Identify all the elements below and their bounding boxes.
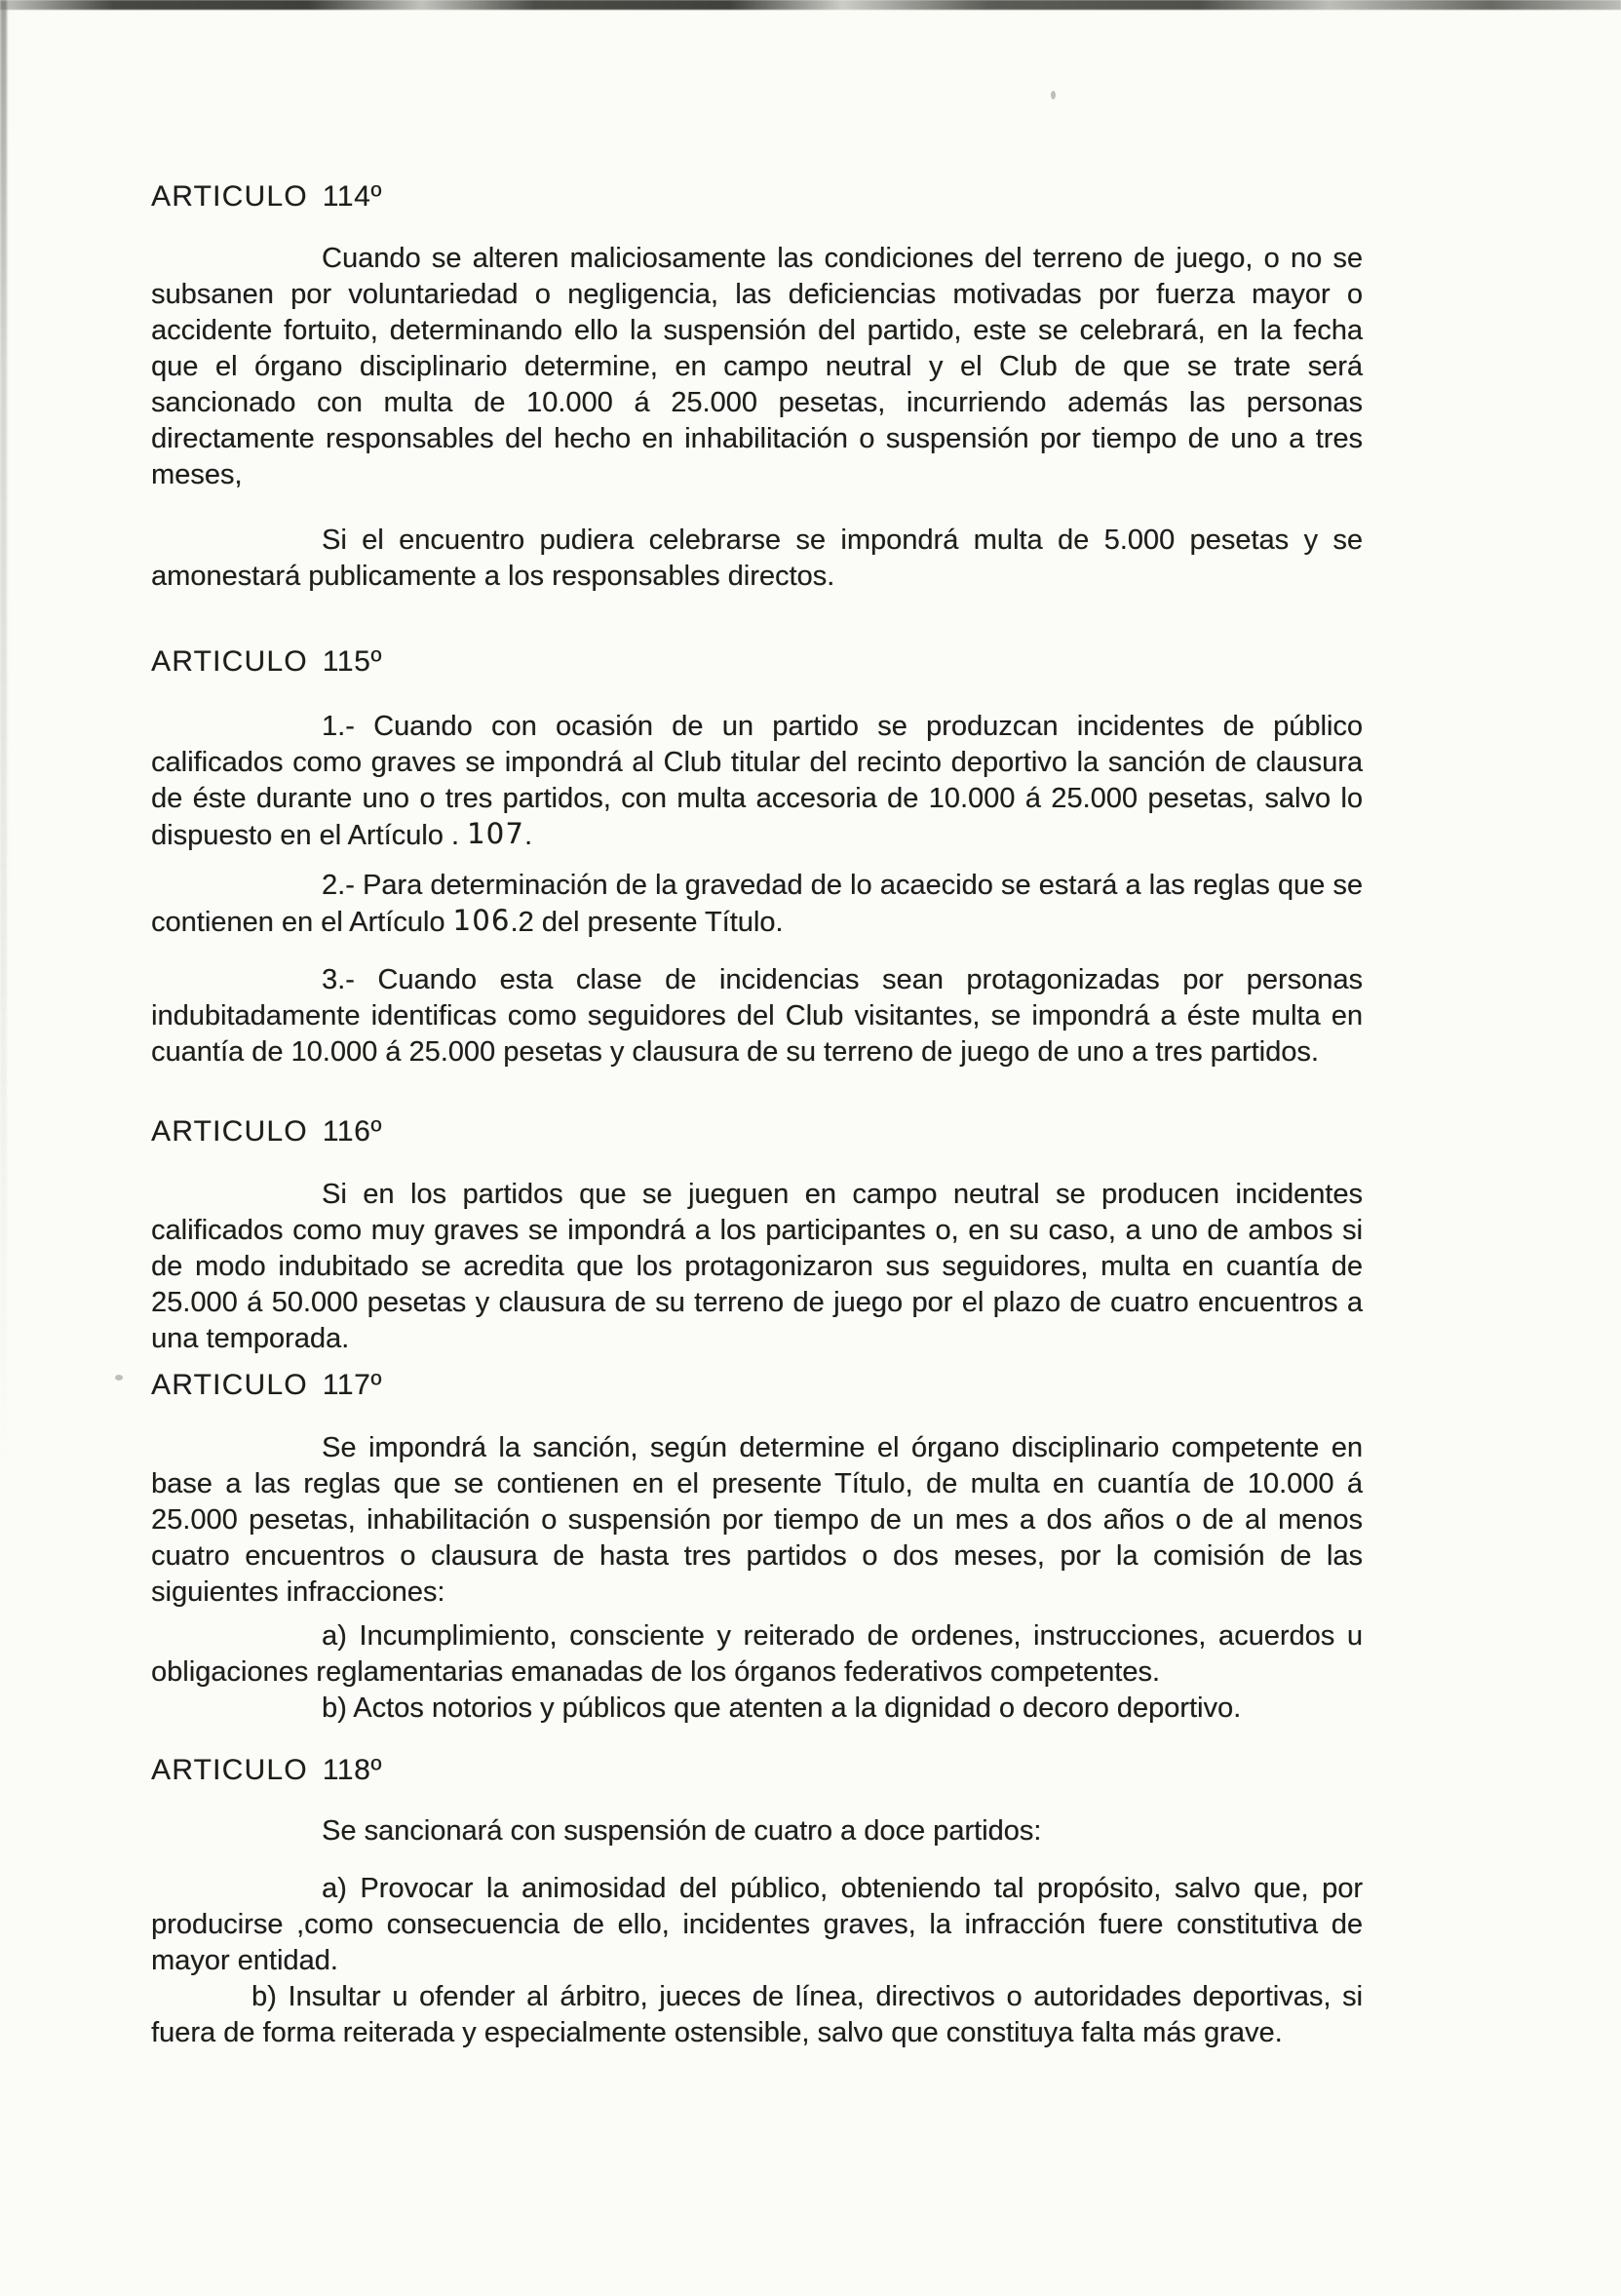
article-117-item-a: a) Incumplimiento, consciente y reiterado de ordenes, instrucciones, acuerdos u obligaciones reglamentarias emanadas de los órganos federativos competentes.	[151, 1620, 1363, 1688]
article-label: ARTICULO	[151, 1754, 308, 1786]
article-number: 116º	[322, 1115, 382, 1148]
document-body	[151, 178, 1363, 2051]
article-118-intro: Se sancionará con suspensión de cuatro a doce partidos:	[322, 1815, 1042, 1847]
article-118-item-a: a) Provocar la animosidad del público, obteniendo tal propósito, salvo que, por producirse ,como consecuencia de ello, incidentes graves, la infracción fuere constitutiva de mayor entidad.	[151, 1873, 1363, 1976]
article-number: 114º	[322, 180, 382, 213]
article-115-item-3: 3.- Cuando esta clase de incidencias sean protagonizadas por personas indubitadamente identificas como seguidores del Club visitantes, se impondrá a éste multa en cuantía de 10.000 á 25.000 pesetas y clausura de su terreno de juego de uno a tres partidos.	[151, 964, 1363, 1068]
article-114-paragraph-1: Cuando se alteren maliciosamente las condiciones del terreno de juego, o no se subsanen por voluntariedad o negligencia, las deficiencias motivadas por fuerza mayor o accidente fortuito, determinando ello la suspensión del partido, este se celebrará, en la fecha que el órgano disciplinario determine, en campo neutral y el Club de que se trate será sancionado con multa de 10.000 á 25.000 pesetas, incurriendo además las personas directamente responsables del hecho en inhabilitación o suspensión por tiempo de uno a tres meses,	[151, 243, 1363, 490]
article-118-section	[151, 1752, 1363, 2051]
article-116-section	[151, 1113, 1363, 1357]
article-117-section	[151, 1367, 1363, 1727]
article-117-heading	[151, 1367, 1363, 1403]
scan-artifact-left-edge	[0, 0, 7, 1462]
article-label: ARTICULO	[151, 645, 308, 678]
article-number: 115º	[322, 645, 382, 678]
item-text: .	[523, 820, 533, 851]
article-115-section	[151, 643, 1363, 1070]
article-114-paragraph-2: Si el encuentro pudiera celebrarse se impondrá multa de 5.000 pesetas y se amonestará publicamente a los responsables directos.	[151, 525, 1363, 592]
article-115-heading	[151, 643, 1363, 680]
scan-artifact-top-edge	[0, 0, 1621, 10]
article-115-item-1	[151, 709, 1363, 854]
article-label: ARTICULO	[151, 1115, 308, 1148]
item-text: 1.- Cuando con ocasión de un partido se produzcan incidentes de público calificados como graves se impondrá al Club titular del recinto deportivo la sanción de clausura de éste durante uno o tres partidos, con multa accesoria de 10.000 á 25.000 pesetas, salvo lo dispuesto en el Artículo .	[151, 711, 1363, 851]
item-text: 2.- Para determinación de la gravedad de lo acaecido se estará a las reglas que se contienen en el Artículo	[151, 870, 1363, 938]
article-number: 118º	[322, 1754, 382, 1786]
article-116-paragraph: Si en los partidos que se jueguen en campo neutral se producen incidentes calificados como muy graves se impondrá a los participantes o, en su caso, a uno de ambos si de modo indubitado se acredita que los protagonizaron sus seguidores, multa en cuantía de 25.000 á 50.000 pesetas y clausura de su terreno de juego por el plazo de cuatro encuentros a una temporada.	[151, 1179, 1363, 1354]
article-114-heading	[151, 178, 1363, 214]
item-text: .2 del presente Título.	[510, 907, 784, 938]
article-117-item-b: b) Actos notorios y públicos que atenten a la dignidad o decoro deportivo.	[322, 1693, 1242, 1724]
article-label: ARTICULO	[151, 1369, 308, 1401]
article-118-item-b: b) Insultar u ofender al árbitro, jueces de línea, directivos o autoridades deportivas, si fuera de forma reiterada y especialmente ostensible, salvo que constituya falta más grave.	[151, 1981, 1363, 2048]
article-117-paragraph: Se impondrá la sanción, según determine el órgano disciplinario competente en base a las reglas que se contienen en el presente Título, de multa en cuantía de 10.000 á 25.000 pesetas, inhabilitación o suspensión por tiempo de un mes a dos años o de al menos cuatro encuentros o clausura de hasta tres partidos o dos meses, por la comisión de las siguientes infracciones:	[151, 1432, 1363, 1608]
typed-article-reference: 107	[467, 816, 524, 850]
article-number: 117º	[322, 1369, 382, 1401]
typed-article-reference: 106	[452, 903, 511, 937]
article-116-heading	[151, 1113, 1363, 1149]
article-label: ARTICULO	[151, 180, 308, 213]
article-114-section	[151, 178, 1363, 595]
scan-speck	[115, 1375, 123, 1381]
article-118-heading	[151, 1752, 1363, 1788]
scan-speck	[1051, 91, 1056, 99]
article-115-item-2	[151, 868, 1363, 941]
